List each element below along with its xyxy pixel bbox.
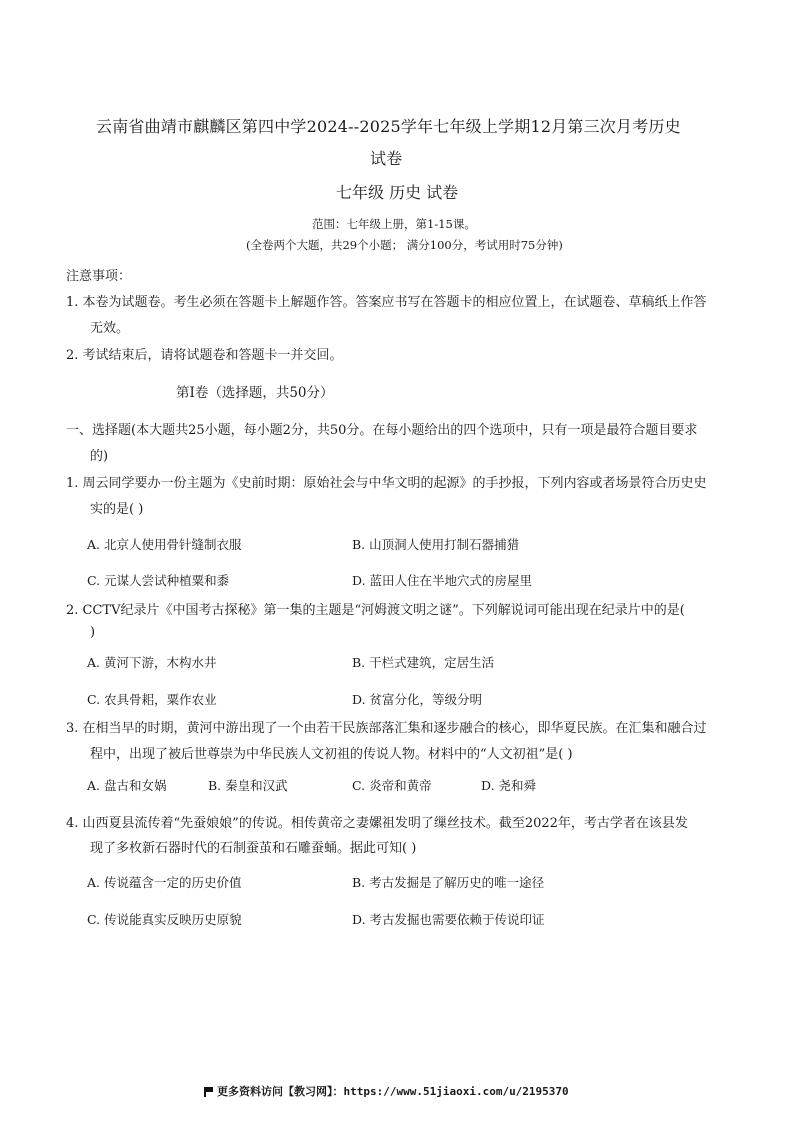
question-3-stem-line2: 程中，出现了被后世尊崇为中华民族人文初祖的传说人物。材料中的“人文初祖”是( ) <box>90 747 573 762</box>
exam-title-line1: 云南省曲靖市麒麟区第四中学2024--2025学年七年级上学期12月第三次月考历史 <box>96 117 681 136</box>
question-1-stem-line1: 1. 周云同学要办一份主题为《史前时期：原始社会与中华文明的起源》的手抄报，下列内容或者场景符合历史史 <box>66 476 707 491</box>
question-4-stem-line1: 4. 山西夏县流传着“先蚕娘娘”的传说。相传黄帝之妻嫘祖发明了缫丝技术。截至2022年，考古学者在该县发 <box>66 816 688 831</box>
question-4-stem-line2: 现了多枚新石器时代的石制蚕茧和石雕蚕蛹。据此可知( ) <box>90 841 417 856</box>
question-1-stem-line2: 实的是( ) <box>90 502 144 517</box>
question-3-stem-line1: 3. 在相当早的时期，黄河中游出现了一个由若干民族部落汇集和逐步融合的核心，即华夏民族。在汇集和融合过 <box>66 721 707 736</box>
note-item-2: 2. 考试结束后，请将试题卷和答题卡一并交回。 <box>66 348 343 363</box>
question-4-option-d: D. 考古发掘也需要依赖于传说印证 <box>352 912 545 927</box>
question-2-stem-line1: 2. CCTV纪录片《中国考古探秘》第一集的主题是“河姆渡文明之谜”。下列解说词可能出现在纪录片中的是( <box>66 603 685 618</box>
question-3-option-d: D. 尧和舜 <box>481 778 537 793</box>
question-1-option-c: C. 元谋人尝试种植粟和黍 <box>87 573 230 588</box>
section1-heading-line2: 的) <box>90 449 109 464</box>
question-1-option-d: D. 蓝田人住在半地穴式的房屋里 <box>352 573 533 588</box>
flag-icon <box>204 1087 213 1096</box>
question-4-option-c: C. 传说能真实反映历史原貌 <box>87 912 242 927</box>
question-2-option-a: A. 黄河下游，木构水井 <box>87 655 217 670</box>
part1-heading: 第Ⅰ卷（选择题，共50分） <box>176 385 334 401</box>
question-2-stem-line2: ) <box>90 625 96 640</box>
note-item-1-line2: 无效。 <box>90 321 130 336</box>
question-1-option-a: A. 北京人使用骨针缝制衣服 <box>87 537 242 552</box>
footer-text: 更多资料访问【教习网】：https://www.51jiaoxi.com/u/2195370 <box>217 1085 569 1098</box>
notes-heading: 注意事项： <box>66 269 132 284</box>
question-4-option-a: A. 传说蕴含一定的历史价值 <box>87 875 242 890</box>
question-2-option-b: B. 干栏式建筑，定居生活 <box>352 655 495 670</box>
exam-title-line2: 试卷 <box>370 149 403 168</box>
exam-info: (全卷两个大题，共29个小题； 满分100分，考试用时75分钟) <box>246 238 563 252</box>
exam-scope: 范围：七年级上册，第1-15课。 <box>312 217 476 231</box>
question-3-option-b: B. 秦皇和汉武 <box>208 778 288 793</box>
question-3-option-c: C. 炎帝和黄帝 <box>352 778 432 793</box>
footer-link[interactable] <box>204 1083 569 1099</box>
exam-subtitle: 七年级 历史 试卷 <box>336 183 459 202</box>
note-item-1-line1: 1. 本卷为试题卷。考生必须在答题卡上解题作答。答案应书写在答题卡的相应位置上，在试题卷、草稿纸上作答 <box>66 295 707 310</box>
question-2-option-c: C. 农具骨耜，粟作农业 <box>87 692 217 707</box>
section1-heading-line1: 一、选择题(本大题共25小题，每小题2分，共50分。在每小题给出的四个选项中，只有一项是最符合题目要求 <box>66 423 698 438</box>
question-1-option-b: B. 山顶洞人使用打制石器捕猎 <box>352 537 520 552</box>
question-2-option-d: D. 贫富分化，等级分明 <box>352 692 483 707</box>
question-4-option-b: B. 考古发掘是了解历史的唯一途径 <box>352 875 545 890</box>
question-3-option-a: A. 盘古和女娲 <box>87 778 167 793</box>
